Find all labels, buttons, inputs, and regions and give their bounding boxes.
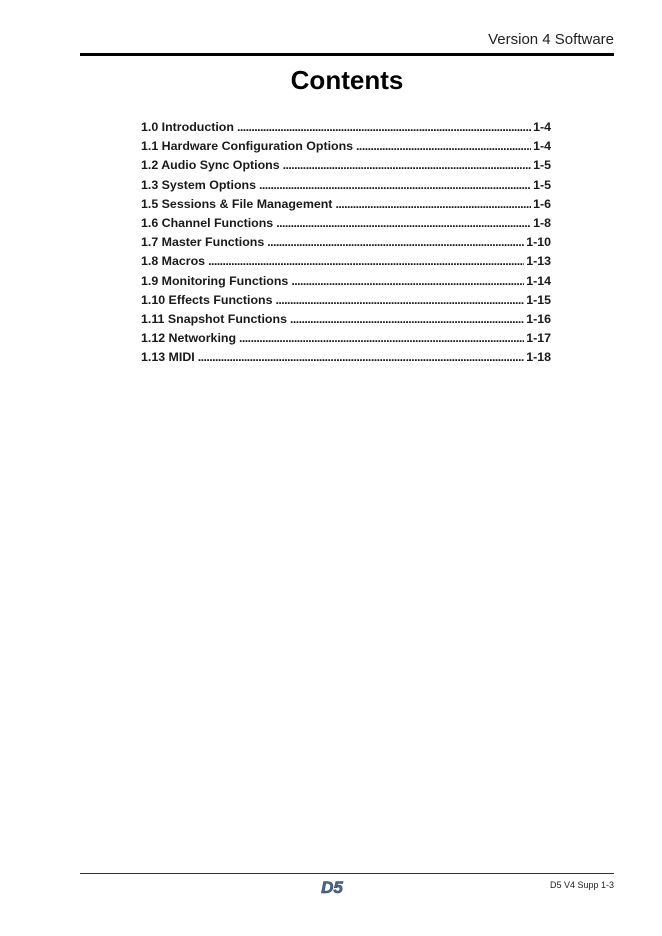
toc-entry-snapshot-functions[interactable] (141, 310, 551, 329)
toc-entry-label: 1.2 Audio Sync Options (141, 158, 280, 173)
toc-entry-networking[interactable] (141, 329, 551, 348)
toc-leader-dots (198, 348, 524, 367)
toc-leader-dots (239, 329, 524, 348)
d5-logo-text: D5 (321, 878, 343, 896)
toc-entry-channel-functions[interactable] (141, 214, 551, 233)
page-title: Contents (290, 65, 404, 95)
toc-entry-page: 1-15 (526, 292, 551, 307)
toc-entry-label: 1.3 System Options (141, 177, 256, 192)
toc-entry-midi[interactable] (141, 348, 551, 367)
toc-entry-label: 1.13 MIDI (141, 350, 195, 365)
toc-entry-page: 1-10 (526, 235, 551, 250)
toc-entry-page: 1-5 (533, 177, 551, 192)
toc-leader-dots (290, 310, 524, 329)
toc-entry-page: 1-5 (533, 158, 551, 173)
document-header-title: Version 4 Software (488, 31, 614, 48)
toc-entry-label: 1.11 Snapshot Functions (141, 311, 287, 326)
toc-entry-page: 1-18 (526, 350, 551, 365)
toc-entry-macros[interactable] (141, 252, 551, 271)
toc-entry-page: 1-6 (533, 196, 551, 211)
toc-entry-page: 1-4 (533, 139, 551, 154)
toc-entry-page: 1-4 (533, 120, 551, 134)
toc-entry-label: 1.9 Monitoring Functions (141, 273, 289, 288)
toc-entry-page: 1-13 (526, 254, 551, 269)
toc-entry-label: 1.10 Effects Functions (141, 292, 273, 307)
toc-entry-label: 1.6 Channel Functions (141, 215, 274, 230)
toc-entry-effects-functions[interactable] (141, 291, 551, 310)
toc-entry-monitoring-functions[interactable] (141, 272, 551, 291)
toc-leader-dots (356, 137, 531, 156)
toc-entry-label: 1.0 Introduction (141, 120, 234, 134)
toc-leader-dots (283, 156, 531, 175)
toc-leader-dots (276, 291, 525, 310)
toc-entry-page: 1-16 (526, 311, 551, 326)
toc-leader-dots (276, 214, 531, 233)
toc-entry-label: 1.7 Master Functions (141, 235, 265, 250)
toc-entry-label: 1.5 Sessions & File Management (141, 196, 333, 211)
toc-leader-dots (259, 176, 531, 195)
toc-entry-sessions-file-management[interactable] (141, 195, 551, 214)
footer-rule (80, 873, 614, 874)
toc-leader-dots (208, 252, 524, 271)
toc-leader-dots (267, 233, 524, 252)
toc-entry-introduction[interactable] (141, 118, 551, 137)
toc-leader-dots (237, 118, 531, 137)
toc-entry-audio-sync[interactable] (141, 156, 551, 175)
toc-entry-page: 1-17 (526, 331, 551, 346)
toc-leader-dots (291, 272, 524, 291)
toc-entry-label: 1.8 Macros (141, 254, 206, 269)
toc-leader-dots (335, 195, 531, 214)
toc-entry-hardware-configuration[interactable] (141, 137, 551, 156)
toc-entry-page: 1-14 (526, 273, 551, 288)
toc-entry-page: 1-8 (533, 215, 551, 230)
table-of-contents (141, 118, 551, 367)
d5-logo (312, 878, 352, 896)
header-rule (80, 53, 614, 56)
toc-entry-label: 1.1 Hardware Configuration Options (141, 139, 354, 154)
toc-entry-label: 1.12 Networking (141, 331, 237, 346)
footer-page-reference: D5 V4 Supp 1-3 (549, 880, 614, 890)
toc-entry-master-functions[interactable] (141, 233, 551, 252)
toc-entry-system-options[interactable] (141, 176, 551, 195)
